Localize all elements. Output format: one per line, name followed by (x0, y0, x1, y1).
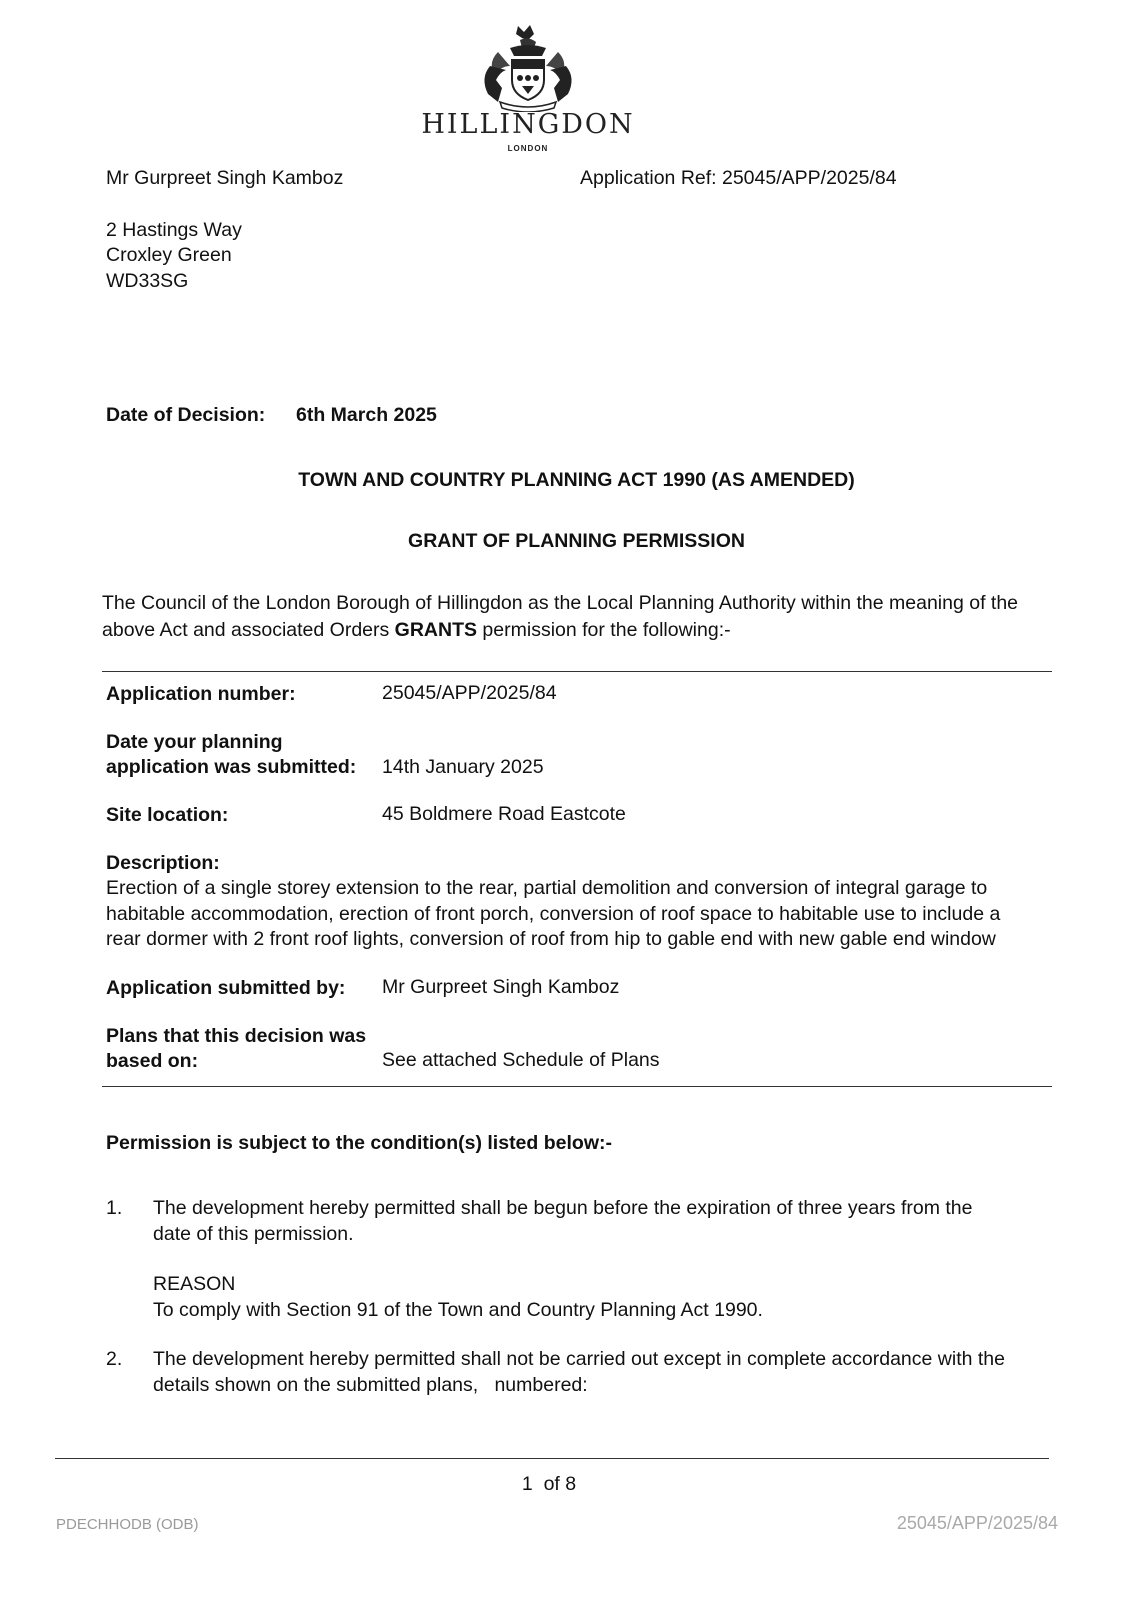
decision-date-label: Date of Decision: (106, 404, 266, 426)
condition-2-line-2: details shown on the submitted plans, numbered: (153, 1374, 588, 1396)
description-line-1: Erection of a single storey extension to the rear, partial demolition and conversion of integral garage to (106, 877, 988, 899)
description-label: Description: (106, 852, 220, 874)
coat-of-arms-icon (418, 22, 638, 112)
intro-grants: GRANTS (394, 619, 478, 641)
submitted-date-value: 14th January 2025 (382, 756, 544, 778)
plans-label-line-2: based on: (106, 1050, 199, 1072)
plans-value: See attached Schedule of Plans (382, 1049, 660, 1071)
site-location-value: 45 Boldmere Road Eastcote (382, 803, 626, 825)
act-title: TOWN AND COUNTRY PLANNING ACT 1990 (AS AMENDED) (298, 469, 855, 491)
condition-1-line-1: The development hereby permitted shall be begun before the expiration of three years from the (153, 1197, 973, 1219)
grant-title: GRANT OF PLANNING PERMISSION (408, 530, 745, 552)
app-number-value: 25045/APP/2025/84 (382, 682, 557, 704)
submitted-by-value: Mr Gurpreet Singh Kamboz (382, 976, 620, 998)
condition-1-reason-text: To comply with Section 91 of the Town and Country Planning Act 1990. (153, 1299, 763, 1321)
decision-date-value: 6th March 2025 (296, 404, 437, 426)
condition-number-1: 1. (106, 1197, 123, 1219)
submitted-label-line-1: Date your planning (106, 731, 283, 753)
intro-text: The Council of the London Borough of Hillingdon as the Local Planning Authority within the meaning of the above Act and associated Orders (102, 592, 1019, 641)
condition-2-line-1: The development hereby permitted shall not be carried out except in complete accordance with the (153, 1348, 1005, 1370)
condition-1-line-2: date of this permission. (153, 1223, 354, 1245)
logo-wordmark: HILLINGDON (421, 109, 635, 140)
plans-label-line-1: Plans that this decision was (106, 1025, 367, 1047)
condition-number-2: 2. (106, 1348, 123, 1370)
intro-paragraph (102, 590, 1052, 644)
submitted-label-line-2: application was submitted: (106, 756, 357, 778)
footer-ref: 25045/APP/2025/84 (896, 1513, 1058, 1533)
footer-divider (55, 1458, 1049, 1459)
divider-bottom (102, 1086, 1052, 1087)
page-number: 1 of 8 (521, 1473, 577, 1495)
app-number-label: Application number: (106, 683, 296, 705)
intro-text-end: permission for the following:- (477, 619, 731, 641)
divider-top (102, 671, 1052, 672)
description-line-3: rear dormer with 2 front roof lights, conversion of roof from hip to gable end with new gable end window (106, 928, 996, 950)
address-line-1: 2 Hastings Way (106, 219, 242, 241)
description-line-2: habitable accommodation, erection of front porch, conversion of roof space to habitable use to include a (106, 903, 1001, 925)
site-location-label: Site location: (106, 804, 229, 826)
application-ref: Application Ref: 25045/APP/2025/84 (580, 167, 897, 189)
condition-1-reason-label: REASON (153, 1273, 236, 1295)
council-logo (418, 22, 638, 157)
footer-code: PDECHHODB (ODB) (56, 1516, 199, 1533)
logo-subtitle: LONDON (507, 144, 549, 153)
addressee-name: Mr Gurpreet Singh Kamboz (106, 167, 344, 189)
address-line-3: WD33SG (106, 270, 189, 292)
submitted-by-label: Application submitted by: (106, 977, 346, 999)
conditions-heading: Permission is subject to the condition(s) listed below:- (106, 1132, 612, 1154)
address-line-2: Croxley Green (106, 244, 232, 266)
